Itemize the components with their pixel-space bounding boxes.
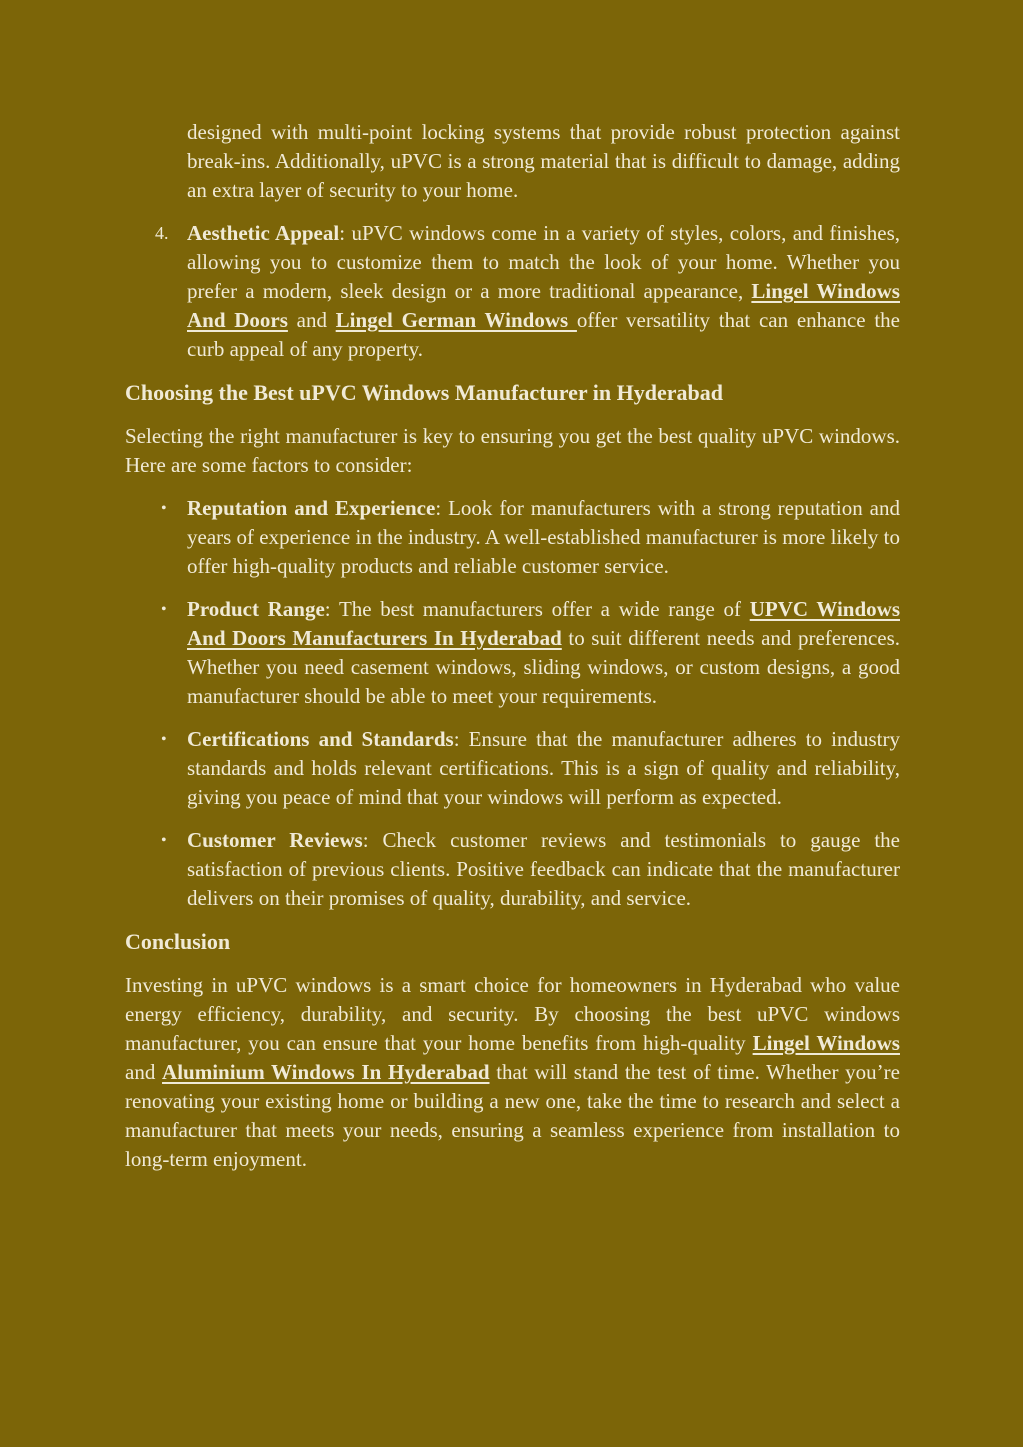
bullet-item-customer-reviews [125,826,900,913]
link-aluminium-windows-hyderabad[interactable]: Aluminium Windows In Hyderabad [162,1060,490,1084]
list-item-body [187,826,900,913]
paragraph-text: : uPVC windows come in a variety of styles, colors, and finishes, allowing you to customize them to match the look of your home. Whether you prefer a modern, sleek design or a more traditional appearance, [187,221,900,303]
bullet-item-certifications [125,725,900,812]
bold-lead: Certifications and Standards [187,727,454,751]
paragraph-text: offer versatility that can enhance the curb appeal of any property. [187,308,900,361]
paragraph-text: that will stand the test of time. Whether you’re renovating your existing home or building a new one, take the time to research and select a manufacturer that meets your needs, ensuring a seamless experience from installation to long-term enjoyment. [125,1060,900,1171]
paragraph-text: to suit different needs and preferences. Whether you need casement windows, sliding windows, or custom designs, a good manufacturer should be able to meet your requirements. [187,626,901,708]
bullet-item-product-range [125,595,900,711]
paragraph-selecting [125,422,900,480]
section-heading-choosing: Choosing the Best uPVC Windows Manufacturer in Hyderabad [125,380,723,405]
paragraph-text: : Check customer reviews and testimonials to gauge the satisfaction of previous clients. Positive feedback can indicate that the manufacturer delivers on their promises of quality, durability, and service. [187,828,900,910]
bold-lead: Reputation and Experience [187,496,436,520]
bullet-marker: • [161,500,167,517]
paragraph-text: and [125,1060,163,1084]
paragraph-text: designed with multi-point locking systems that provide robust protection against break-ins. Additionally, uPVC is a strong material that is difficult to damage, adding an extra layer of security to your home. [187,120,900,202]
paragraph-text: : Ensure that the manufacturer adheres to industry standards and holds relevant certifications. This is a sign of quality and reliability, giving you peace of mind that your windows will perform as expected. [187,727,900,809]
paragraph-security-continuation [187,118,900,205]
list-number: 4. [155,223,169,243]
link-lingel-german-windows[interactable]: Lingel German Windows [335,308,577,332]
list-item-body [187,725,900,812]
bold-lead: Customer Reviews [187,828,363,852]
bold-lead: Product Range [187,597,325,621]
bullet-marker: • [161,601,167,618]
paragraph-text: Selecting the right manufacturer is key to ensuring you get the best quality uPVC windows. Here are some factors to consider: [125,424,900,477]
list-item-body [187,494,900,581]
paragraph-text: : Look for manufacturers with a strong reputation and years of experience in the industry. A well-established manufacturer is more likely to offer high-quality products and reliable customer service. [187,496,900,578]
link-upvc-windows-doors-manufacturers[interactable]: UPVC Windows And Doors Manufacturers In Hyderabad [187,597,900,650]
list-item-body [187,219,900,364]
bullet-marker: • [161,832,167,849]
link-lingel-windows[interactable]: Lingel Windows [752,1031,900,1055]
paragraph-text: : The best manufacturers offer a wide range of [324,597,750,621]
bold-lead: Aesthetic Appeal [187,221,340,245]
numbered-item-aesthetic-appeal [125,219,900,364]
paragraph-conclusion [125,971,900,1174]
paragraph-text: Investing in uPVC windows is a smart choice for homeowners in Hyderabad who value energy efficiency, durability, and security. By choosing the best uPVC windows manufacturer, you can ensure that your home benefits from high-quality [125,973,900,1055]
link-lingel-windows-and-doors[interactable]: Lingel Windows And Doors [187,279,900,332]
section-heading-conclusion: Conclusion [125,929,231,954]
list-item-body [187,595,900,711]
bullet-marker: • [161,731,167,748]
bullet-item-reputation [125,494,900,581]
paragraph-text: and [287,308,336,332]
